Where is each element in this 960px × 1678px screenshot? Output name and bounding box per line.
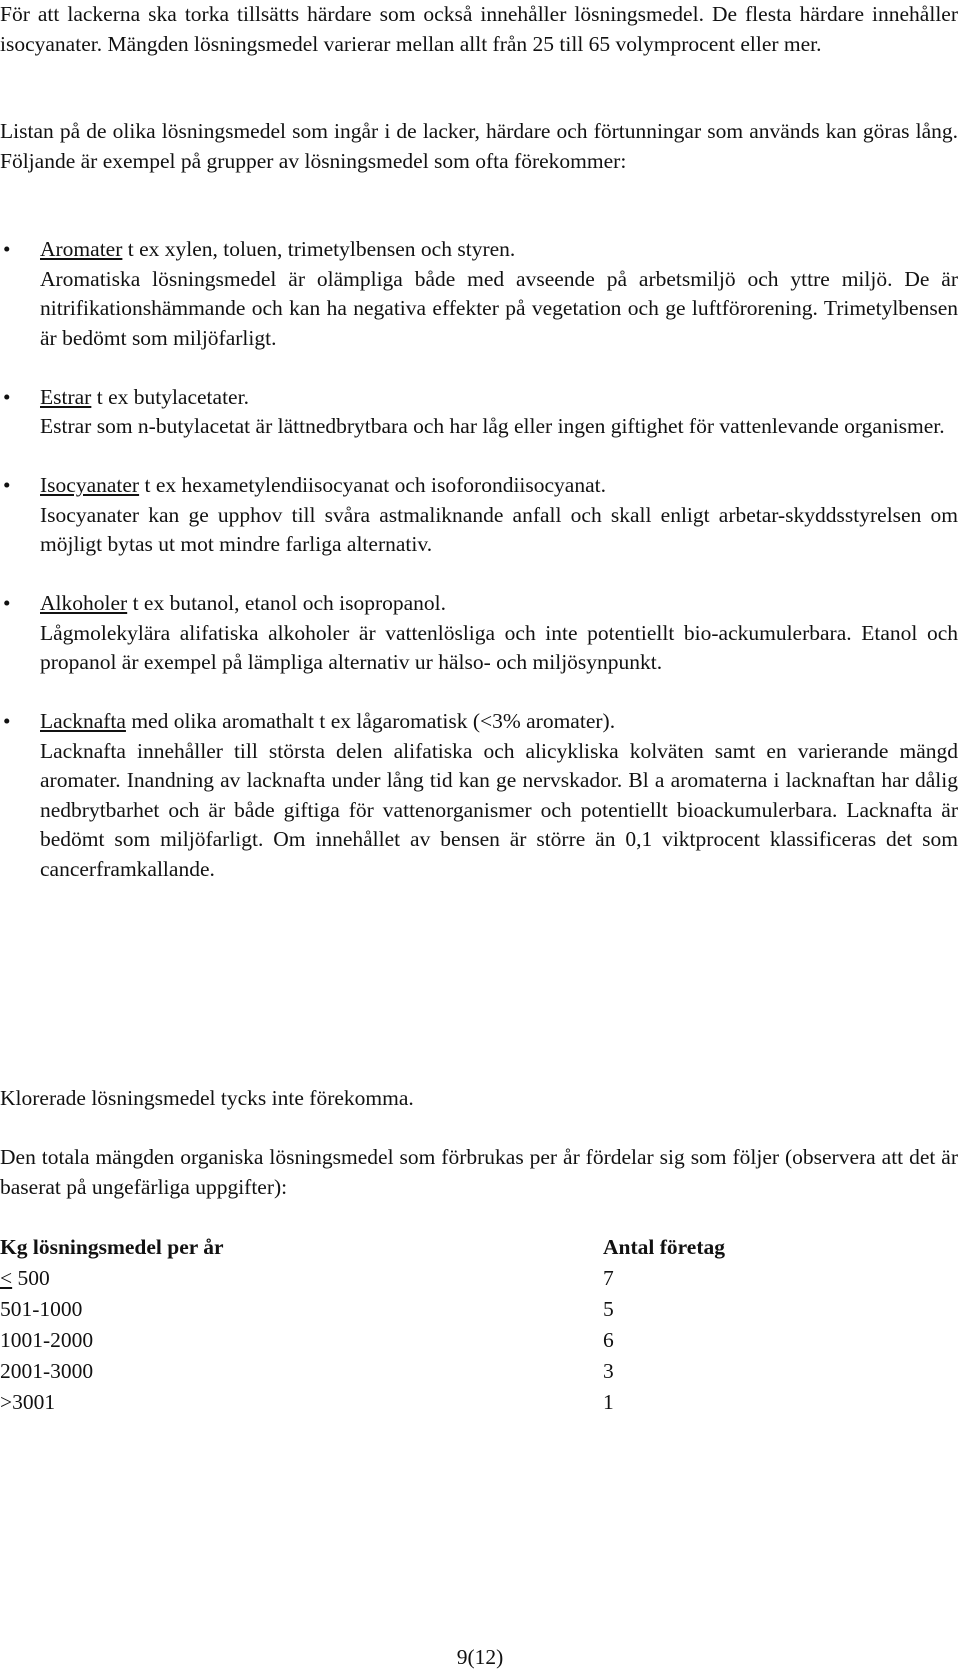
term-examples: t ex hexametylendiisocyanat och isoforondiisocyanat.	[139, 473, 606, 497]
term-examples: t ex butanol, etanol och isopropanol.	[127, 591, 447, 615]
table-row	[0, 1325, 725, 1356]
header-kg-per-year: Kg lösningsmedel per år	[0, 1235, 224, 1259]
bullet-icon: •	[3, 591, 11, 615]
range-cell: 501-1000	[0, 1297, 83, 1321]
solvent-usage-table	[0, 1232, 725, 1418]
count-cell: 5	[603, 1297, 614, 1321]
range-cell: 2001-3000	[0, 1359, 94, 1383]
count-cell: 6	[603, 1328, 614, 1352]
header-company-count: Antal företag	[603, 1235, 726, 1259]
range-cell: >3001	[0, 1390, 56, 1414]
less-equal-symbol: <	[0, 1266, 13, 1290]
range-value: 500	[12, 1266, 50, 1290]
term-examples: t ex xylen, toluen, trimetylbensen och styren.	[122, 237, 516, 261]
list-item-estrar	[0, 383, 958, 442]
term-description: Isocyanater kan ge upphov till svåra astmaliknande anfall och skall enligt arbetar-skyddsstyrelsen om möjligt bytas ut mot mindre farliga alternativ.	[40, 502, 958, 556]
term-label: Lacknafta	[40, 709, 126, 733]
list-item-alkoholer	[0, 589, 958, 678]
bullet-icon: •	[3, 384, 11, 409]
bullet-icon: •	[3, 709, 11, 733]
term-description: Lågmolekylära alifatiska alkoholer är vattenlösliga och inte potentiellt bio-ackumulerbara. Etanol och propanol är exempel på lämpliga alternativ ur hälso- och miljösynpunkt.	[40, 620, 958, 674]
term-description: Aromatiska lösningsmedel är olämpliga både med avseende på arbetsmiljö och yttre miljö. De är nitrifikationshämmande och kan ha negativa effekter på vegetation och ge luftförorening. Trimetylbensen är bedömt som miljöfarligt.	[40, 266, 958, 350]
table-row	[0, 1263, 725, 1294]
page-number: 9(12)	[456, 1645, 504, 1669]
list-item-aromater	[0, 235, 958, 353]
table-row	[0, 1356, 725, 1387]
term-label: Isocyanater	[40, 473, 140, 497]
list-item-isocyanater	[0, 471, 958, 560]
bullet-icon: •	[3, 473, 11, 497]
paragraph-total-amount: Den totala mängden organiska lösningsmedel som förbrukas per år fördelar sig som följer (observera att det är baserat på ungefärliga uppgifter):	[0, 1145, 958, 1199]
term-label: Alkoholer	[40, 591, 128, 615]
paragraph-solvent-list-intro: Listan på de olika lösningsmedel som ingår i de lacker, härdare och förtunningar som används kan göras lång. Följande är exempel på grupper av lösningsmedel som ofta förekommer:	[0, 119, 958, 173]
table-row	[0, 1387, 725, 1418]
term-label: Aromater	[40, 237, 123, 261]
paragraph-hardeners: För att lackerna ska torka tillsätts härdare som också innehåller lösningsmedel. De flesta härdare innehåller isocyanater. Mängden lösningsmedel varierar mellan allt från 25 till 65 volymprocent eller mer.	[0, 2, 958, 56]
term-label: Estrar	[40, 384, 92, 409]
count-cell: 3	[603, 1359, 614, 1383]
table-row	[0, 1294, 725, 1325]
range-cell	[0, 1263, 603, 1294]
term-description: Lacknafta innehåller till största delen alifatiska och alicykliska kolväten samt en varierande mängd aromater. Inandning av lacknafta under lång tid kan ge nervskador. Bl a aromaterna i lacknaftan har dålig nedbrytbarhet och är både giftiga för vattenorganismer och potentiellt bioackumulerbara. Lacknafta är bedömt som miljöfarligt. Om innehållet av bensen är större än 0,1 viktprocent klassificeras det som cancerframkallande.	[40, 738, 958, 881]
list-item-lacknafta	[0, 707, 958, 884]
bullet-icon: •	[3, 237, 11, 261]
solvent-groups-list	[0, 235, 958, 914]
count-cell: 1	[603, 1390, 614, 1414]
term-description: Estrar som n-butylacetat är lättnedbrytbara och har låg eller ingen giftighet för vattenlevande organismer.	[40, 414, 945, 438]
term-examples: t ex butylacetater.	[91, 384, 249, 409]
range-cell: 1001-2000	[0, 1328, 94, 1352]
term-examples: med olika aromathalt t ex lågaromatisk (<3% aromater).	[125, 709, 616, 733]
paragraph-chlorinated: Klorerade lösningsmedel tycks inte förekomma.	[0, 1086, 414, 1110]
count-cell: 7	[603, 1266, 614, 1290]
table-header-row	[0, 1232, 725, 1263]
